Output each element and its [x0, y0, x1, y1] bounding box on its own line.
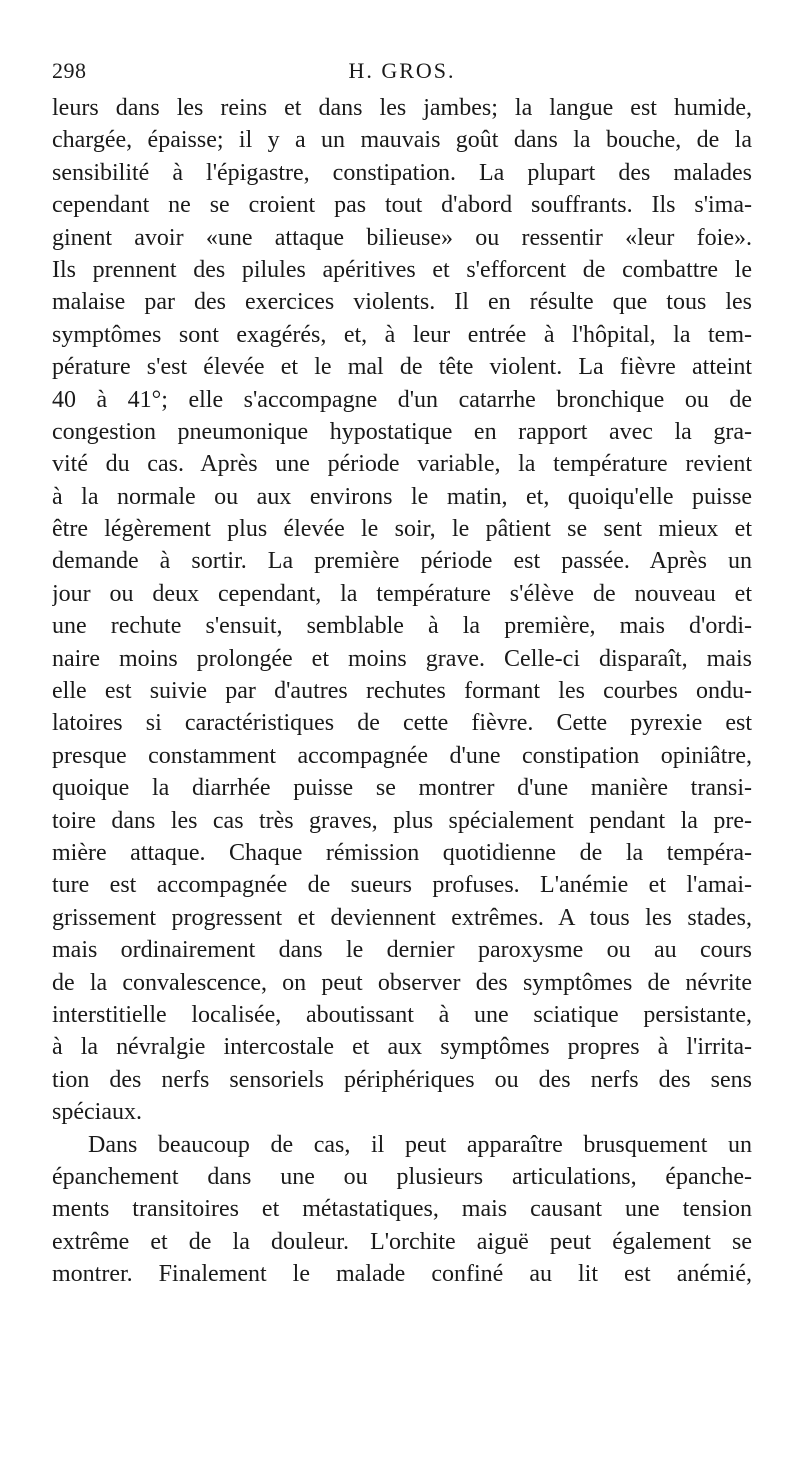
text-line: latoires si caractéristiques de cette fièvre. Cette pyrexie est — [52, 710, 752, 737]
text-line: mais ordinairement dans le dernier paroxysme ou au cours — [52, 937, 752, 964]
text-line: sensibilité à l'épigastre, constipation. La plupart des malades — [52, 159, 752, 186]
paragraph-end-line: spéciaux. — [52, 1099, 142, 1126]
text-line: elle est suivie par d'autres rechutes formant les courbes ondu- — [52, 678, 752, 705]
running-head — [52, 58, 752, 88]
text-line: pérature s'est élevée et le mal de tête violent. La fièvre atteint — [52, 354, 752, 381]
paragraph-start-line: Dans beaucoup de cas, il peut apparaître brusquement un — [88, 1131, 752, 1158]
text-line: à la normale ou aux environs le matin, et, quoiqu'elle puisse — [52, 483, 752, 510]
text-line: extrême et de la douleur. L'orchite aiguë peut également se — [52, 1228, 752, 1255]
text-line: ture est accompagnée de sueurs profuses. L'anémie et l'amai- — [52, 872, 752, 899]
text-line: cependant ne se croient pas tout d'abord souffrants. Ils s'ima- — [52, 192, 752, 219]
text-line: quoique la diarrhée puisse se montrer d'une manière transi- — [52, 775, 752, 802]
text-line: malaise par des exercices violents. Il en résulte que tous les — [52, 289, 752, 316]
text-line: être légèrement plus élevée le soir, le pâtient se sent mieux et — [52, 516, 752, 543]
text-line: leurs dans les reins et dans les jambes; la langue est humide, — [52, 95, 752, 121]
text-line: ments transitoires et métastatiques, mais causant une tension — [52, 1196, 752, 1223]
text-line: interstitielle localisée, aboutissant à une sciatique persistante, — [52, 1001, 752, 1028]
text-line: Ils prennent des pilules apéritives et s'efforcent de combattre le — [52, 256, 752, 283]
text-line: jour ou deux cependant, la température s'élève de nouveau et — [52, 580, 752, 607]
text-line: une rechute s'ensuit, semblable à la première, mais d'ordi- — [52, 613, 752, 640]
running-title: H. GROS. — [348, 58, 456, 83]
text-line: de la convalescence, on peut observer des symptômes de névrite — [52, 969, 752, 996]
text-line: mière attaque. Chaque rémission quotidienne de la tempéra- — [52, 839, 752, 866]
text-line: vité du cas. Après une période variable, la température revient — [52, 451, 752, 478]
text-line: ginent avoir «une attaque bilieuse» ou ressentir «leur foie». — [52, 224, 752, 251]
text-line: épanchement dans une ou plusieurs articulations, épanche- — [52, 1163, 752, 1190]
text-line: à la névralgie intercostale et aux symptômes propres à l'irrita- — [52, 1034, 752, 1061]
text-line: 40 à 41°; elle s'accompagne d'un catarrhe bronchique ou de — [52, 386, 752, 413]
text-line: tion des nerfs sensoriels périphériques ou des nerfs des sens — [52, 1066, 752, 1093]
text-line: montrer. Finalement le malade confiné au lit est anémié, — [52, 1261, 752, 1288]
text-line: congestion pneumonique hypostatique en rapport avec la gra- — [52, 418, 752, 445]
body-text — [52, 92, 752, 1290]
text-line: naire moins prolongée et moins grave. Celle-ci disparaît, mais — [52, 645, 752, 672]
text-line: symptômes sont exagérés, et, à leur entrée à l'hôpital, la tem- — [52, 321, 752, 348]
text-line: chargée, épaisse; il y a un mauvais goût dans la bouche, de la — [52, 127, 752, 154]
text-line: toire dans les cas très graves, plus spécialement pendant la pre- — [52, 807, 752, 834]
text-line: demande à sortir. La première période est passée. Après un — [52, 548, 752, 575]
page-number: 298 — [52, 58, 87, 83]
text-line: presque constamment accompagnée d'une constipation opiniâtre, — [52, 742, 752, 769]
text-line: grissement progressent et deviennent extrêmes. A tous les stades, — [52, 904, 752, 931]
